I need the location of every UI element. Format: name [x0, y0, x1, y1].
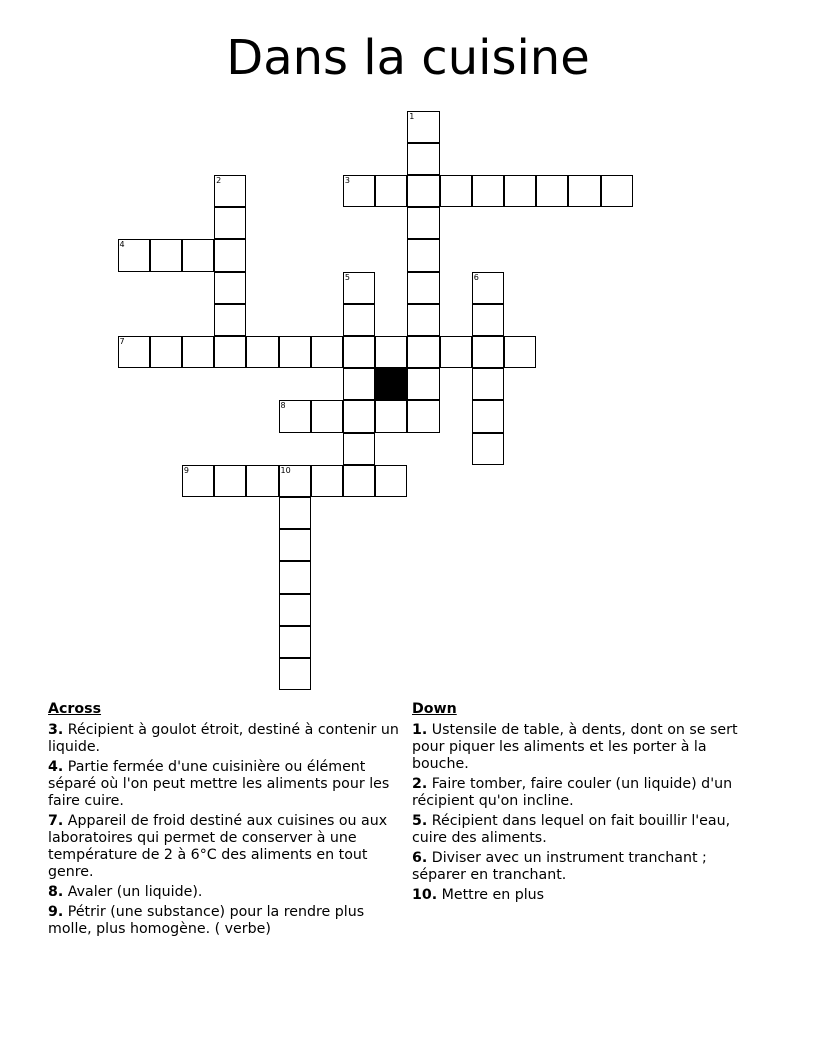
grid-cell[interactable]: [246, 465, 278, 497]
grid-cell[interactable]: [375, 175, 407, 207]
down-clue-list: [412, 722, 764, 904]
clue-number: 2: [216, 175, 222, 185]
grid-cell[interactable]: [343, 400, 375, 432]
grid-cell[interactable]: [601, 175, 633, 207]
grid-cell[interactable]: [150, 336, 182, 368]
grid-cell[interactable]: [214, 207, 246, 239]
across-heading: Across: [48, 701, 102, 717]
clue-item: [48, 904, 400, 938]
grid-cell[interactable]: [214, 336, 246, 368]
clue-item: [412, 813, 764, 847]
grid-cell[interactable]: [279, 529, 311, 561]
grid-cell[interactable]: [407, 400, 439, 432]
across-clue-list: [48, 722, 400, 938]
grid-cell[interactable]: [343, 465, 375, 497]
grid-cell[interactable]: [214, 272, 246, 304]
grid-cell[interactable]: [182, 465, 214, 497]
clue-item-text: Ustensile de table, à dents, dont on se sert pour piquer les aliments et les porter à la bouche.: [412, 722, 738, 772]
grid-cell[interactable]: [504, 336, 536, 368]
clue-item-text: Récipient dans lequel on fait bouillir l'eau, cuire des aliments.: [412, 813, 731, 846]
grid-cell[interactable]: [214, 175, 246, 207]
clue-number: 8: [280, 401, 286, 411]
grid-cell[interactable]: [279, 658, 311, 690]
clue-item: [48, 759, 400, 810]
grid-cell[interactable]: [407, 368, 439, 400]
grid-cell[interactable]: [504, 175, 536, 207]
grid-cell[interactable]: [407, 336, 439, 368]
clue-item-text: Diviser avec un instrument tranchant ; séparer en tranchant.: [412, 850, 707, 883]
clue-item-number: 4.: [48, 759, 64, 775]
clue-number: 3: [344, 175, 350, 185]
grid-cell[interactable]: [279, 497, 311, 529]
grid-cell[interactable]: [279, 561, 311, 593]
clue-item-number: 1.: [412, 722, 428, 738]
grid-cell[interactable]: [407, 304, 439, 336]
grid-cell[interactable]: [407, 207, 439, 239]
clue-item-text: Pétrir (une substance) pour la rendre plus molle, plus homogène. ( verbe): [48, 904, 365, 937]
grid-cell[interactable]: [407, 272, 439, 304]
clue-item-number: 10.: [412, 887, 438, 903]
grid-cell[interactable]: [311, 400, 343, 432]
grid-cell[interactable]: [311, 336, 343, 368]
clue-item-text: Avaler (un liquide).: [63, 884, 203, 900]
grid-cell[interactable]: [343, 336, 375, 368]
grid-cell[interactable]: [118, 336, 150, 368]
grid-cell[interactable]: [343, 304, 375, 336]
grid-cell[interactable]: [343, 433, 375, 465]
grid-cell[interactable]: [472, 272, 504, 304]
grid-cell[interactable]: [343, 175, 375, 207]
clue-number: 10: [280, 465, 291, 475]
grid-cell[interactable]: [214, 304, 246, 336]
grid-cell[interactable]: [472, 336, 504, 368]
grid-cell[interactable]: [375, 336, 407, 368]
grid-cell[interactable]: [472, 400, 504, 432]
clue-number: 5: [344, 272, 350, 282]
grid-cell[interactable]: [472, 175, 504, 207]
clue-item-number: 5.: [412, 813, 428, 829]
grid-cell[interactable]: [407, 111, 439, 143]
clue-item: [412, 850, 764, 884]
clue-item: [412, 722, 764, 773]
grid-cell[interactable]: [182, 239, 214, 271]
clue-item-text: Récipient à goulot étroit, destiné à contenir un liquide.: [48, 722, 399, 755]
grid-cell[interactable]: [407, 175, 439, 207]
grid-cell[interactable]: [279, 336, 311, 368]
grid-cell[interactable]: [472, 433, 504, 465]
clue-number: 9: [183, 465, 189, 475]
clue-item-number: 6.: [412, 850, 428, 866]
clue-number: 4: [119, 240, 125, 250]
grid-cell[interactable]: [279, 465, 311, 497]
clue-number: 6: [473, 272, 479, 282]
clue-item-text: Mettre en plus: [437, 887, 545, 903]
clue-item: [412, 887, 764, 904]
down-heading: Down: [412, 701, 457, 717]
grid-cell[interactable]: [311, 465, 343, 497]
grid-cell[interactable]: [472, 368, 504, 400]
grid-cell[interactable]: [343, 368, 375, 400]
clue-item: [48, 722, 400, 756]
grid-cell[interactable]: [343, 272, 375, 304]
clue-item-text: Faire tomber, faire couler (un liquide) d'un récipient qu'on incline.: [412, 776, 733, 809]
grid-cell[interactable]: [150, 239, 182, 271]
grid-cell[interactable]: [407, 143, 439, 175]
grid-cell[interactable]: [440, 336, 472, 368]
clue-item: [48, 884, 400, 901]
grid-cell[interactable]: [279, 594, 311, 626]
grid-cell[interactable]: [472, 304, 504, 336]
clue-item: [48, 813, 400, 881]
grid-cell[interactable]: [440, 175, 472, 207]
clue-number: 1: [409, 111, 415, 121]
grid-cell[interactable]: [214, 239, 246, 271]
grid-cell[interactable]: [214, 465, 246, 497]
grid-cell[interactable]: [182, 336, 214, 368]
grid-cell[interactable]: [568, 175, 600, 207]
grid-cell[interactable]: [279, 626, 311, 658]
grid-cell[interactable]: [536, 175, 568, 207]
grid-cell[interactable]: [246, 336, 278, 368]
clue-item-number: 8.: [48, 884, 64, 900]
black-cell: [375, 368, 407, 400]
grid-cell[interactable]: [375, 400, 407, 432]
clue-number: 7: [119, 336, 125, 346]
clue-item-number: 7.: [48, 813, 64, 829]
clue-item-number: 2.: [412, 776, 428, 792]
grid-cell[interactable]: [375, 465, 407, 497]
puzzle-title: Dans la cuisine: [226, 30, 590, 86]
across-clues: [48, 701, 400, 941]
grid-cell[interactable]: [118, 239, 150, 271]
clue-item-number: 3.: [48, 722, 64, 738]
clue-item: [412, 776, 764, 810]
clue-item-text: Appareil de froid destiné aux cuisines ou aux laboratoires qui permet de conserver à une température de 2 à 6°C des aliments en tout genre.: [48, 813, 388, 880]
grid-cell[interactable]: [279, 400, 311, 432]
clue-item-text: Partie fermée d'une cuisinière ou élément séparé où l'on peut mettre les aliments pour les faire cuire.: [48, 759, 390, 809]
down-clues: [412, 701, 764, 907]
clue-item-number: 9.: [48, 904, 64, 920]
grid-cell[interactable]: [407, 239, 439, 271]
